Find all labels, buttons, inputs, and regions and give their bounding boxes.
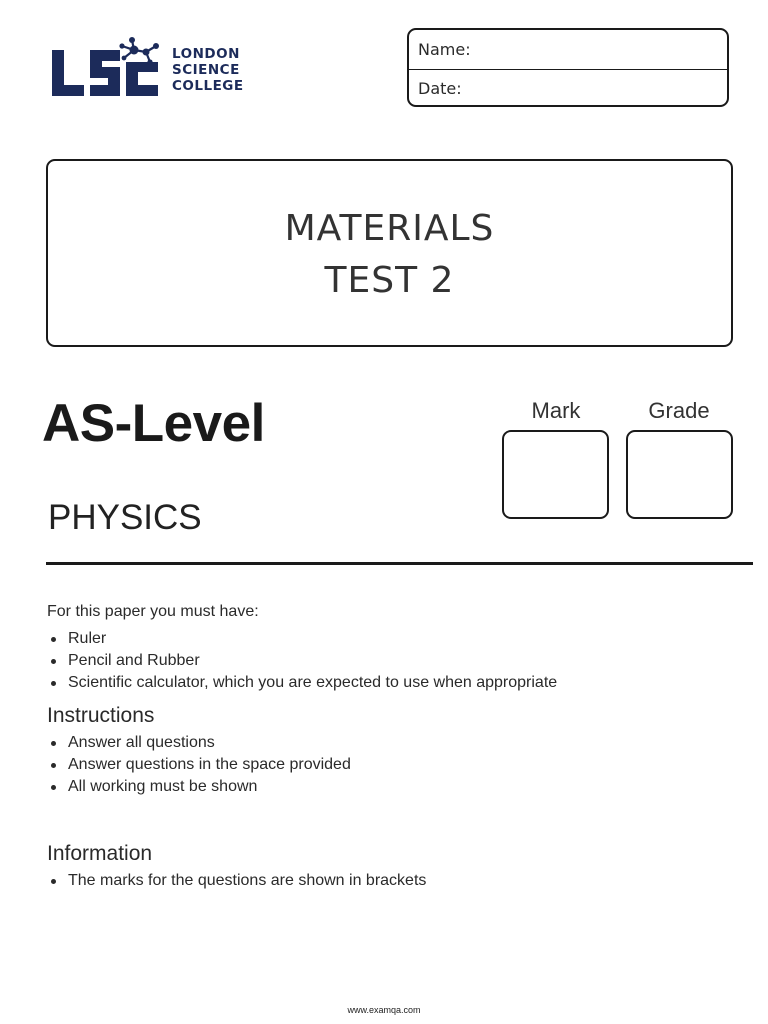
list-item: Answer all questions: [47, 732, 351, 754]
mark-box[interactable]: [502, 430, 609, 519]
requirements-list: [47, 628, 557, 694]
name-field[interactable]: [409, 30, 727, 70]
information-heading: Information: [47, 842, 153, 865]
test-title-box: [46, 159, 733, 347]
list-item: All working must be shown: [47, 776, 351, 798]
grade-box[interactable]: [626, 430, 733, 519]
list-item: Answer questions in the space provided: [47, 754, 351, 776]
college-name-line2: SCIENCE: [172, 62, 240, 78]
college-name-line3: COLLEGE: [172, 78, 244, 94]
college-name-line1: LONDON: [172, 46, 240, 62]
mark-label: Mark: [531, 398, 581, 423]
test-title-line2: TEST 2: [324, 260, 455, 301]
list-item: Scientific calculator, which you are expected to use when appropriate: [47, 672, 557, 694]
test-title-line1: MATERIALS: [284, 208, 495, 249]
footer-url: www.examqa.com: [347, 1005, 421, 1015]
subject-name: PHYSICS: [48, 498, 202, 537]
instructions-heading: Instructions: [47, 704, 155, 727]
list-item: The marks for the questions are shown in brackets: [47, 870, 426, 892]
instructions-list: [47, 732, 351, 798]
date-label: Date:: [418, 79, 462, 98]
list-item: Ruler: [47, 628, 557, 650]
requirements-intro: For this paper you must have:: [47, 603, 259, 620]
qualification-level: AS-Level: [42, 394, 265, 453]
college-name: [172, 46, 252, 94]
student-details-box: [407, 28, 729, 107]
list-item: Pencil and Rubber: [47, 650, 557, 672]
grade-label: Grade: [648, 398, 710, 423]
lsc-logo-icon: [50, 36, 162, 100]
name-label: Name:: [418, 40, 471, 59]
date-field[interactable]: [409, 69, 727, 108]
information-list: [47, 870, 426, 892]
section-divider: [46, 562, 753, 565]
college-logo: [50, 36, 245, 100]
